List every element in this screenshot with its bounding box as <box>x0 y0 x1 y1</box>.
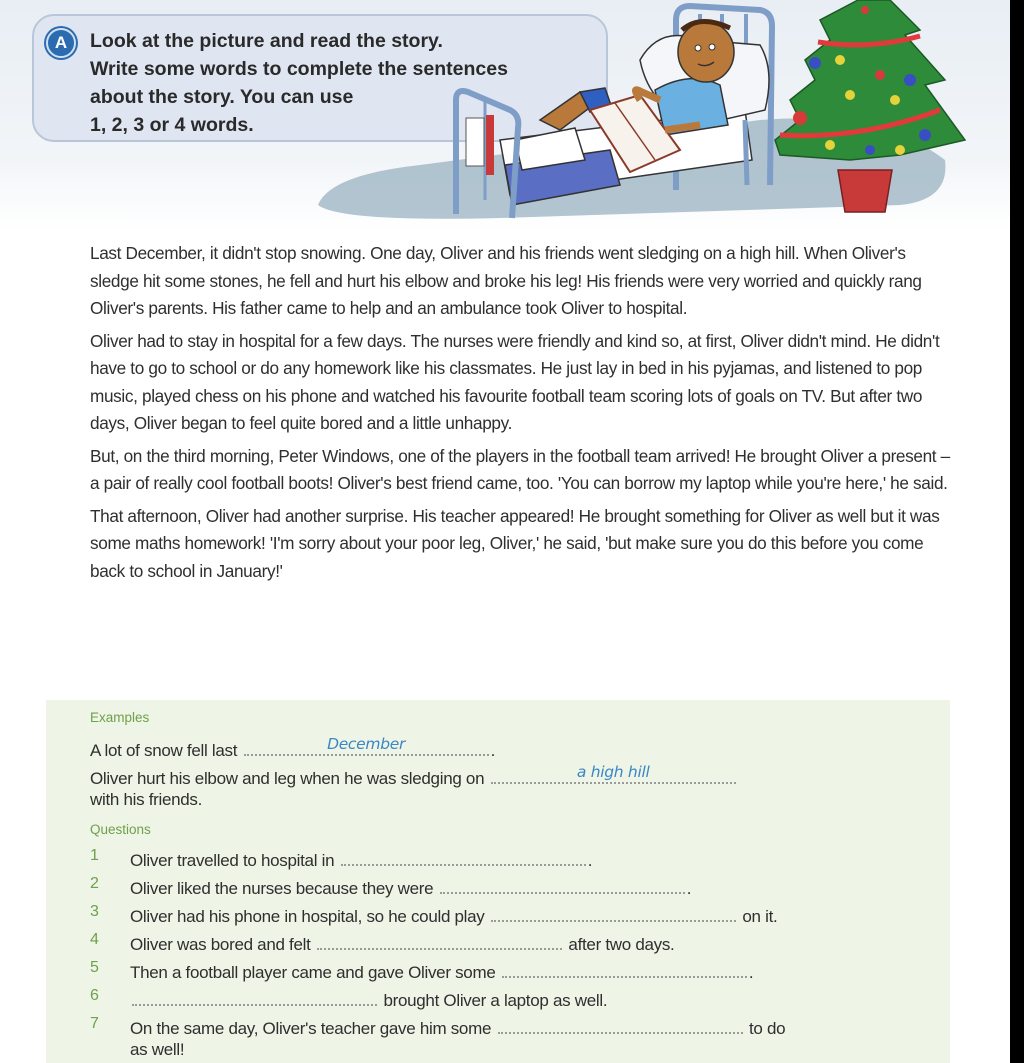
question-6 <box>130 986 607 1011</box>
question-text: On the same day, Oliver's teacher gave him some <box>130 1019 492 1038</box>
answer-blank[interactable] <box>491 902 736 922</box>
example-text: A lot of snow fell last <box>90 741 238 760</box>
example-answer: December <box>327 735 406 753</box>
questions-label: Questions <box>90 822 151 837</box>
answer-blank[interactable] <box>341 846 586 866</box>
question-1 <box>130 846 592 871</box>
question-text: Oliver travelled to hospital in <box>130 851 335 870</box>
answer-blank[interactable] <box>132 986 377 1006</box>
question-number: 4 <box>90 931 99 948</box>
question-4 <box>130 930 674 955</box>
question-punct: on it. <box>742 907 778 926</box>
answer-blank[interactable] <box>498 1014 743 1034</box>
example-sentence-1 <box>90 736 495 761</box>
question-text: Oliver liked the nurses because they were <box>130 879 434 898</box>
story-paragraph: That afternoon, Oliver had another surprise. His teacher appeared! He brought something for Oliver as well but it was some maths homework! 'I'm sorry about your poor leg, Oliver,' he said, 'but make sure you do this before you come back to school in January!' <box>90 505 940 581</box>
question-number: 1 <box>90 847 99 864</box>
question-2 <box>130 874 691 899</box>
question-text: Then a football player came and gave Oliver some <box>130 963 496 982</box>
question-7 <box>130 1014 785 1039</box>
question-punct: . <box>587 851 593 870</box>
story-paragraph: Last December, it didn't stop snowing. One day, Oliver and his friends went sledging on a high hill. When Oliver's sledge hit some stones, he fell and hurt his elbow and broke his leg! His friends were very worried and quickly rang Oliver's parents. His father came to help and an ambulance took Oliver to hospital. <box>90 243 922 318</box>
instruction-line: Look at the picture and read the story. <box>90 30 443 52</box>
question-text: to do <box>748 1019 786 1038</box>
answer-blank[interactable] <box>502 958 747 978</box>
instruction-line: Write some words to complete the sentences <box>90 58 508 80</box>
question-number: 3 <box>90 903 99 920</box>
answer-blank[interactable] <box>440 874 685 894</box>
story-paragraph: But, on the third morning, Peter Windows, one of the players in the football team arrived! He brought Oliver a present – a pair of really cool football boots! Oliver's best friend came, too. 'You can borrow my laptop while you're here,' he said. <box>90 445 950 493</box>
answer-blank[interactable] <box>317 930 562 950</box>
instruction-line: about the story. You can use <box>90 86 354 108</box>
screen-edge <box>1010 0 1024 1063</box>
example-text: Oliver hurt his elbow and leg when he was sledging on <box>90 769 485 788</box>
example-punct: . <box>490 741 495 760</box>
instruction-line: 1, 2, 3 or 4 words. <box>90 114 254 136</box>
hospital-bed-illustration <box>310 0 1000 230</box>
example-answer: a high hill <box>576 763 650 781</box>
story-paragraph: Oliver had to stay in hospital for a few days. The nurses were friendly and kind so, at first, Oliver didn't mind. He didn't have to go to school or do any homework like his classmates. He just lay in bed in his pyjamas, and listened to pop music, played chess on his phone and watched his favourite football team scoring lots of goals on TV. But after two days, Oliver began to feel quite bored and a little unhappy. <box>90 330 940 433</box>
exercise-panel <box>46 700 950 1063</box>
example-sentence-2 <box>90 764 738 789</box>
question-punct: . <box>748 963 754 982</box>
question-number: 6 <box>90 987 99 1004</box>
exercise-badge: A <box>46 28 76 58</box>
question-text: brought Oliver a laptop as well. <box>383 991 608 1010</box>
example-continuation: with his friends. <box>90 790 203 809</box>
question-7-continuation: as well! <box>130 1040 185 1059</box>
story-text <box>90 240 950 590</box>
question-punct: after two days. <box>568 935 675 954</box>
question-text: Oliver had his phone in hospital, so he could play <box>130 907 485 926</box>
question-number: 5 <box>90 959 99 976</box>
examples-label: Examples <box>90 710 150 725</box>
question-text: Oliver was bored and felt <box>130 935 311 954</box>
question-number: 2 <box>90 875 99 892</box>
answer-blank[interactable] <box>491 764 736 784</box>
answer-blank[interactable] <box>244 736 489 756</box>
question-5 <box>130 958 753 983</box>
question-3 <box>130 902 777 927</box>
question-punct: . <box>686 879 692 898</box>
question-number: 7 <box>90 1015 99 1032</box>
